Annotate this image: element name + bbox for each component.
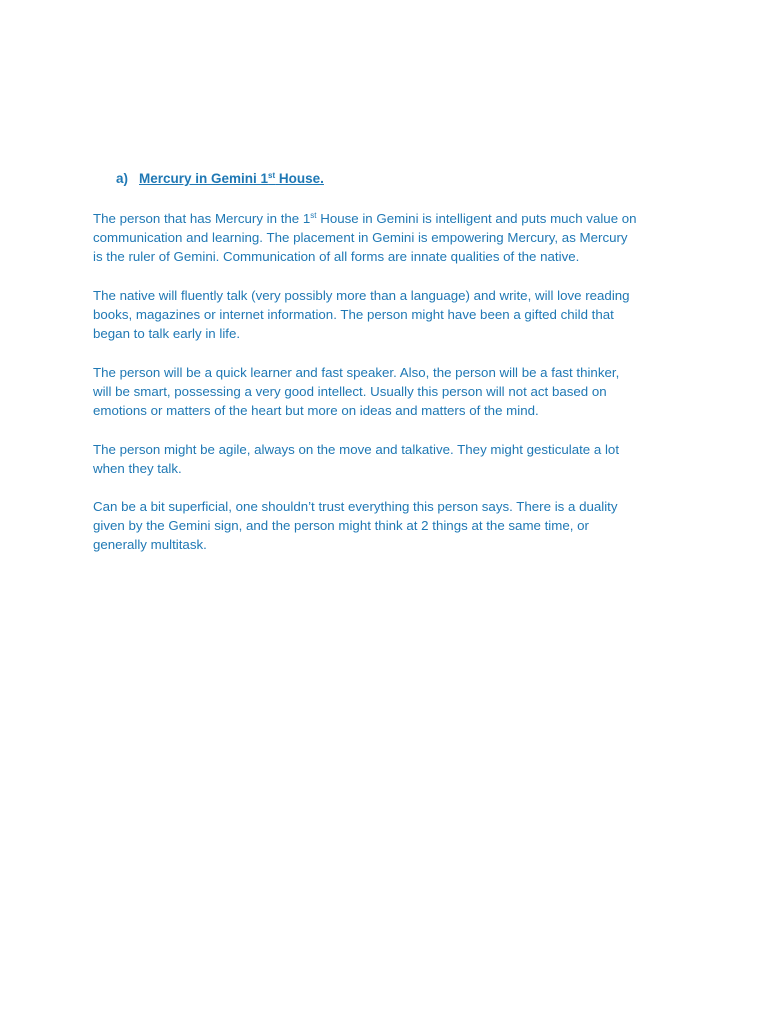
paragraph-line: The person might be agile, always on the move and talkative. They might gesticulate a lot bbox=[93, 442, 620, 457]
paragraph-line: began to talk early in life. bbox=[93, 326, 241, 342]
paragraph-2 bbox=[93, 286, 693, 344]
paragraph-line: Can be a bit superficial, one shouldn’t trust everything this person says. There is a duality bbox=[93, 499, 618, 514]
paragraph-line: when they talk. bbox=[93, 461, 182, 477]
paragraph-line: given by the Gemini sign, and the person might think at 2 things at the same time, or bbox=[93, 518, 589, 534]
paragraph-5 bbox=[93, 497, 693, 555]
paragraph-line: emotions or matters of the heart but more on ideas and matters of the mind. bbox=[93, 403, 539, 419]
paragraph-line: will be smart, possessing a very good intellect. Usually this person will not act based on bbox=[93, 384, 607, 400]
paragraph-line: generally multitask. bbox=[93, 537, 207, 553]
paragraph-3 bbox=[93, 363, 693, 421]
list-marker: a) bbox=[116, 171, 129, 186]
paragraph-line: communication and learning. The placement in Gemini is empowering Mercury, as Mercury bbox=[93, 230, 628, 246]
paragraph-line: is the ruler of Gemini. Communication of all forms are innate qualities of the native. bbox=[93, 249, 580, 265]
paragraph-4 bbox=[93, 440, 693, 478]
paragraph-line: The person will be a quick learner and fast speaker. Also, the person will be a fast thinker, bbox=[93, 365, 620, 380]
heading-title: Mercury in Gemini 1st House. bbox=[139, 171, 324, 186]
paragraph-1 bbox=[93, 209, 693, 267]
paragraph-line: The native will fluently talk (very possibly more than a language) and write, will love reading bbox=[93, 288, 630, 303]
section-heading bbox=[116, 171, 324, 186]
paragraph-line: books, magazines or internet information. The person might have been a gifted child that bbox=[93, 307, 614, 323]
paragraph-line: The person that has Mercury in the 1st House in Gemini is intelligent and puts much value on bbox=[93, 211, 637, 226]
